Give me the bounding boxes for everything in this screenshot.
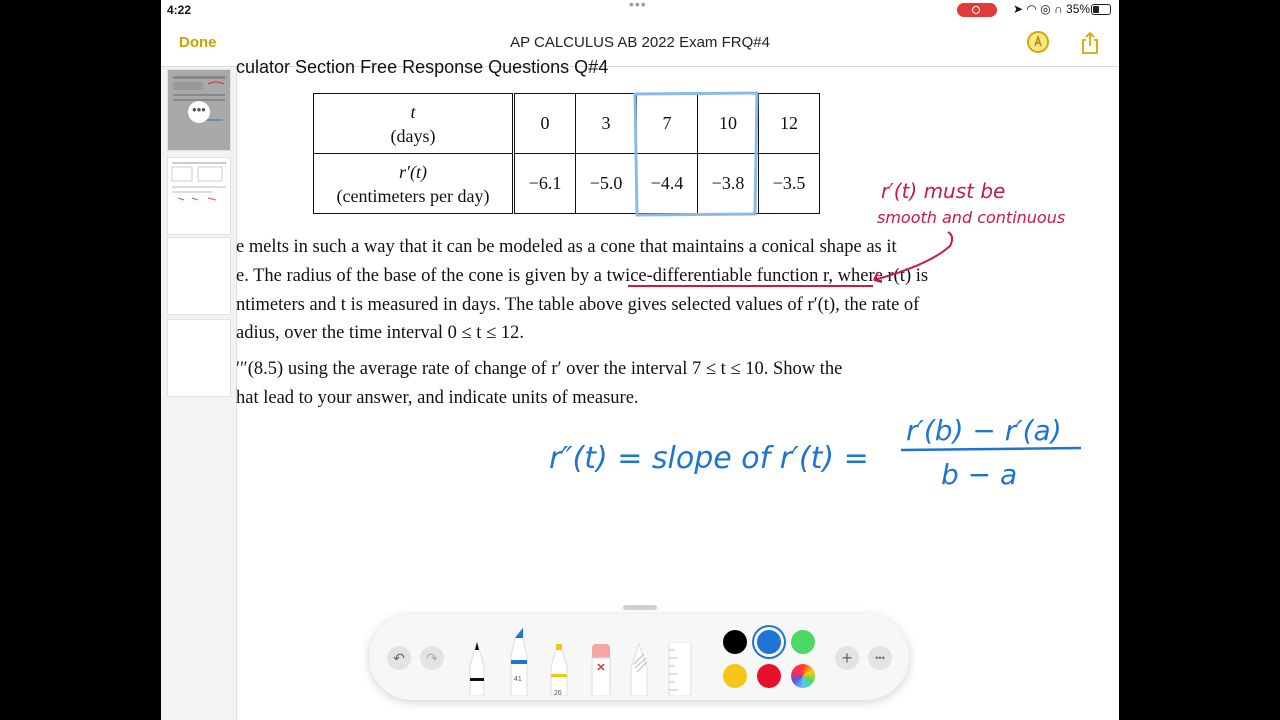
lasso-tool-icon[interactable] xyxy=(627,642,651,696)
markup-tool-palette xyxy=(369,614,909,700)
markup-pen-icon[interactable] xyxy=(1027,31,1049,53)
highlighter-width-label: 26 xyxy=(554,690,562,697)
problem-text-line: e melts in such a way that it can be modeled as a cone that maintains a conical shape as it xyxy=(236,237,897,257)
multitask-dots-icon[interactable]: ••• xyxy=(629,0,647,12)
page-thumbnail-3[interactable] xyxy=(167,237,231,315)
table-cell: 7 xyxy=(637,94,698,154)
battery-fill xyxy=(1093,6,1099,13)
pen-tool-icon[interactable] xyxy=(465,640,489,696)
undo-button[interactable]: ↶ xyxy=(387,646,411,670)
header-unit: (centimeters per day) xyxy=(336,185,490,206)
problem-text-line: ′″(8.5) using the average rate of change of r′ over the interval 7 ≤ t ≤ 10. Show the xyxy=(236,359,843,379)
color-blue-selected[interactable] xyxy=(757,630,781,654)
problem-text-line: ntimeters and t is measured in days. The table above gives selected values of r′(t), the rate of xyxy=(236,295,920,315)
data-table xyxy=(313,93,820,214)
table-row xyxy=(314,94,820,154)
blue-formula-denominator: b − a xyxy=(941,458,1018,491)
table-cell: −4.4 xyxy=(637,154,698,214)
page-thumbnail-1[interactable] xyxy=(167,69,231,151)
color-black[interactable] xyxy=(723,630,747,654)
blue-formula-lhs: r″(t) = slope of r′(t) = xyxy=(549,441,869,476)
status-time: 4:22 xyxy=(167,3,192,17)
lock-rotation-icon: ◎ xyxy=(1040,2,1051,16)
ipad-screen xyxy=(161,0,1119,720)
headphones-icon: ∩ xyxy=(1054,2,1063,16)
done-button[interactable]: Done xyxy=(179,34,217,51)
color-picker-wheel[interactable] xyxy=(791,664,815,688)
marker-width-label: 41 xyxy=(514,676,522,683)
ruler-tool-icon[interactable] xyxy=(665,642,693,696)
battery-percent: 35% xyxy=(1066,2,1091,16)
table-header-t xyxy=(314,94,514,154)
header-var: r′(t) xyxy=(399,161,427,182)
header-var: t xyxy=(410,101,416,122)
table-cell: −5.0 xyxy=(576,154,637,214)
problem-text-line: e. The radius of the base of the cone is given by a twice-differentiable function r, where r(t) is xyxy=(236,266,929,286)
problem-text-line: hat lead to your answer, and indicate units of measure. xyxy=(236,388,639,408)
color-yellow[interactable] xyxy=(723,664,747,688)
page-thumbnails-sidebar xyxy=(161,67,237,720)
blue-formula-numerator: r′(b) − r′(a) xyxy=(906,414,1062,447)
page-header: culator Section Free Response Questions Q#4 xyxy=(236,57,609,77)
redo-button[interactable]: ↷ xyxy=(420,646,444,670)
palette-more-button[interactable]: ••• xyxy=(868,646,892,670)
page-thumbnail-2[interactable] xyxy=(167,157,231,235)
marker-tool-icon[interactable] xyxy=(507,628,531,696)
wifi-icon: ◠ xyxy=(1026,2,1037,16)
table-row xyxy=(314,154,820,214)
problem-text-line: adius, over the time interval 0 ≤ t ≤ 12. xyxy=(236,323,524,343)
table-cell: 12 xyxy=(759,94,820,154)
table-cell: −3.8 xyxy=(698,154,759,214)
screen-recording-icon[interactable] xyxy=(957,3,997,17)
table-cell: 0 xyxy=(514,94,576,154)
table-cell: 10 xyxy=(698,94,759,154)
add-button[interactable]: + xyxy=(835,646,859,670)
table-cell: −3.5 xyxy=(759,154,820,214)
status-bar xyxy=(161,0,1119,20)
color-green[interactable] xyxy=(791,630,815,654)
table-cell: −6.1 xyxy=(514,154,576,214)
thumbnail-more-button[interactable]: ••• xyxy=(188,101,210,123)
location-icon: ➤ xyxy=(1013,2,1024,16)
document-title: AP CALCULUS AB 2022 Exam FRQ#4 xyxy=(510,34,770,51)
palette-grab-handle[interactable] xyxy=(623,605,657,610)
highlighter-tool-icon[interactable] xyxy=(547,640,571,696)
red-note-line-2: smooth and continuous xyxy=(877,208,1066,227)
red-note-line-1: r′(t) must be xyxy=(881,179,1006,203)
battery-icon xyxy=(1091,4,1111,15)
eraser-tool-icon[interactable] xyxy=(589,644,613,696)
share-icon[interactable] xyxy=(1079,31,1101,60)
header-unit: (days) xyxy=(390,125,436,146)
status-icons xyxy=(1013,2,1090,16)
page-thumbnail-4[interactable] xyxy=(167,319,231,397)
table-header-rprime xyxy=(314,154,514,214)
table-cell: 3 xyxy=(576,94,637,154)
color-red[interactable] xyxy=(757,664,781,688)
